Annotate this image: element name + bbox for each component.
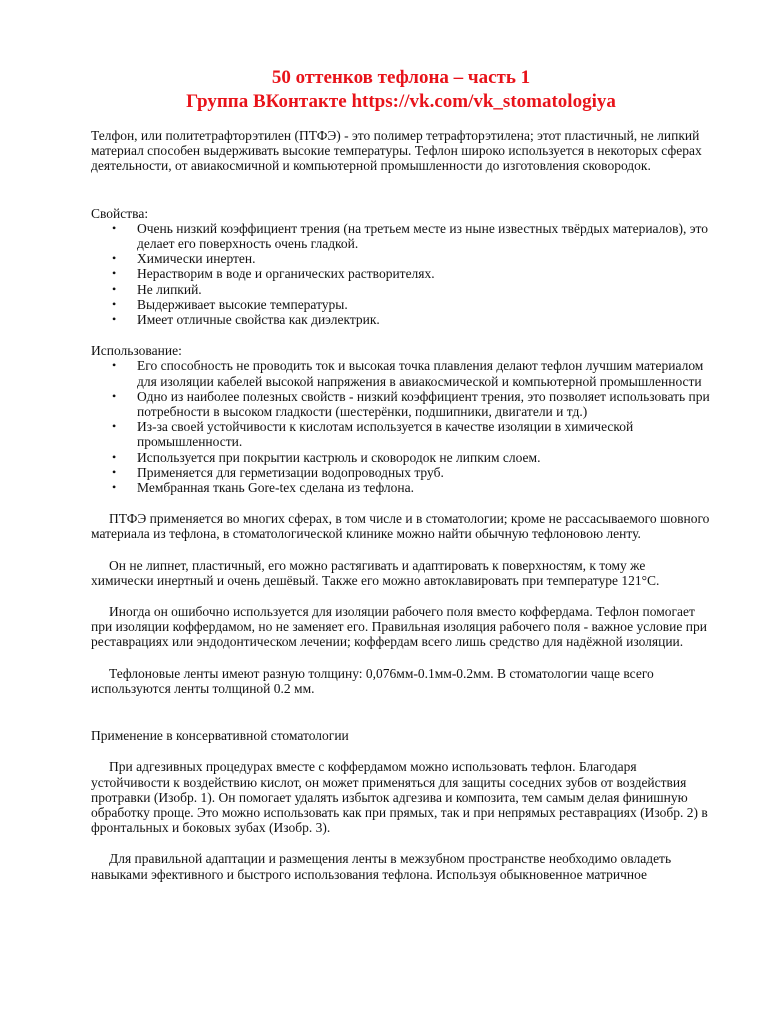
section-heading: Применение в консервативной стоматологии xyxy=(91,728,349,744)
bullet-icon: • xyxy=(112,419,117,434)
document-title: 50 оттенков тефлона – часть 1 xyxy=(271,67,531,88)
bullet-icon: • xyxy=(112,464,117,479)
usage-heading: Использование: xyxy=(91,343,182,359)
properties-heading: Свойства: xyxy=(91,205,149,221)
section-paragraph-1: При адгезивных процедурах вместе с коффердамом можно использовать тефлон. Благодаря устойчивости к воздействию кислот, он может применяться для защиты соседних зубов от воздействия протравки (Изобр. 1). Он помогает удалять избыток адгезива и композита, тем самым делая финишную обработку проще. Это можно использовать как при прямых, так и при непрямых реставрациях (Изобр. 2) в фронтальных и боковых зубах (Изобр. 3). xyxy=(91,759,708,836)
list-item: • Выдерживает высокие температуры. xyxy=(112,296,348,312)
body-paragraph-1: ПТФЭ применяется во многих сферах, в том числе и в стоматологии; кроме не рассасываемого шовного материала из тефлона, в стоматологической клинике можно найти обычную тефлоновою ленту. xyxy=(91,511,710,542)
list-item: • Имеет отличные свойства как диэлектрик. xyxy=(112,312,380,328)
body-paragraph-2: Он не липнет, пластичный, его можно растягивать и адаптировать к поверхностям, к тому же химически инертный и очень дешёвый. Также его можно автоклавировать при температуре 121°C. xyxy=(91,557,660,588)
body-paragraph-3: Иногда он ошибочно используется для изоляции рабочего поля вместо коффердама. Тефлон помогает при изоляции коффердамом, но не заменяет его. Правильная изоляция рабочего поля - важное условие при реставрациях или эндодонтическом лечении; коффердам всего лишь средство для надёжной изоляции. xyxy=(91,604,707,650)
bullet-icon: • xyxy=(112,480,117,495)
list-item: • Очень низкий коэффициент трения (на третьем месте из ныне известных твёрдых материалов), это делает его поверхность очень гладкой. xyxy=(112,220,709,252)
list-item: • Не липкий. xyxy=(112,281,202,297)
list-item: • Применяется для герметизации водопроводных труб. xyxy=(112,464,444,480)
bullet-icon: • xyxy=(112,358,117,373)
list-item: • Его способность не проводить ток и высокая точка плавления делают тефлон лучшим материалом для изоляции кабелей высокой напряжения в авиакосмической и компьютерной промышленности xyxy=(112,358,704,389)
bullet-icon: • xyxy=(112,281,117,296)
bullet-icon: • xyxy=(112,312,117,327)
body-paragraph-4: Тефлоновые ленты имеют разную толщину: 0,076мм-0.1мм-0.2мм. В стоматологии чаще всего используются ленты толщиной 0.2 мм. xyxy=(91,665,654,696)
list-item: • Используется при покрытии кастрюль и сковородок не липким слоем. xyxy=(112,449,541,465)
bullet-icon: • xyxy=(112,220,117,235)
bullet-icon: • xyxy=(112,388,117,403)
document-subtitle-link[interactable]: Группа ВКонтакте https://vk.com/vk_stomatologiya xyxy=(186,91,616,112)
list-item: • Нерастворим в воде и органических растворителях. xyxy=(112,266,435,282)
bullet-icon: • xyxy=(112,449,117,464)
bullet-icon: • xyxy=(112,266,117,281)
section-paragraph-2: Для правильной адаптации и размещения ленты в межзубном пространстве необходимо овладеть навыками эфективного и быстрого использования тефлона. Используя обыкновенное матричное xyxy=(91,851,672,882)
list-item: • Одно из наиболее полезных свойств - низкий коэффициент трения, это позволяет использовать при потребности в высоком гладкости (шестерёнки, подшипники, двигатели и тд.) xyxy=(112,388,710,420)
list-item: • Мембранная ткань Gore-tex сделана из тефлона. xyxy=(112,480,415,496)
list-item: • Химически инертен. xyxy=(112,251,256,267)
usage-list xyxy=(91,358,711,495)
properties-list xyxy=(91,221,711,327)
bullet-icon: • xyxy=(112,251,117,266)
bullet-icon: • xyxy=(112,296,117,311)
intro-paragraph: Телфон, или политетрафторэтилен (ПТФЭ) - это полимер тетрафторэтилена; этот пластичный, не липкий материал способен выдерживать высокие температуры. Тефлон широко используется в некоторых сферах деятельности, от авиакосмичной и компьютерной промышленности до изготовления сковородок. xyxy=(91,128,702,174)
list-item: • Из-за своей устойчивости к кислотам используется в качестве изоляции в химической промышленности. xyxy=(112,419,634,450)
document-page xyxy=(91,66,711,882)
